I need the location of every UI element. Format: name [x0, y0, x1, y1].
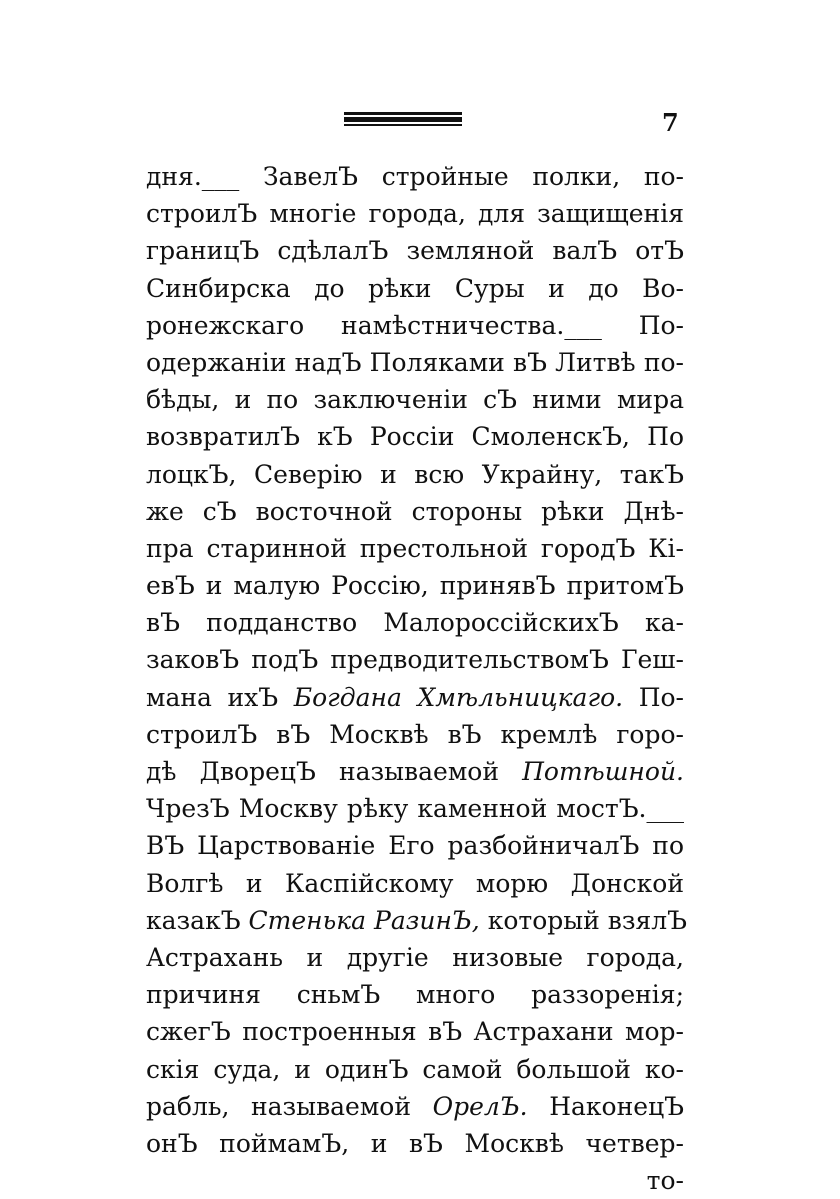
text-line [146, 790, 684, 827]
text-segment: который взялЪ [479, 905, 687, 935]
text-line [146, 604, 684, 641]
text-line [146, 976, 684, 1013]
text-line [146, 344, 684, 381]
text-line [146, 307, 684, 344]
text-line [146, 902, 687, 939]
page-number: 7 [662, 108, 679, 137]
text-line [146, 1013, 684, 1050]
text-segment: Астрахань и другіе низовые города, [146, 942, 684, 972]
text-line [146, 865, 684, 902]
text-segment: По- [623, 682, 685, 712]
text-line [146, 939, 684, 976]
text-segment: одержаніи надЪ Поляками вЪ Литвѣ по- [146, 347, 684, 377]
ornament-line-middle [344, 117, 462, 122]
body-text [146, 158, 687, 1199]
text-segment: границЪ сдѣлалЪ земляной валЪ отЪ [146, 236, 684, 266]
text-line [146, 270, 684, 307]
text-segment: Волгѣ и Каспійскому морю Донской [146, 868, 684, 898]
text-segment: же сЪ восточной стороны рѣки Днѣ- [146, 496, 684, 526]
text-line [146, 1125, 684, 1162]
text-segment: сжегЪ построенныя вЪ Астрахани мор- [146, 1017, 684, 1047]
text-segment: пра старинной престольной городЪ Кі- [146, 533, 684, 563]
text-segment: скія суда, и одинЪ самой большой ко- [146, 1054, 684, 1084]
text-segment: НаконецЪ [527, 1091, 685, 1121]
text-segment: мана ихЪ [146, 682, 294, 712]
text-line [146, 716, 684, 753]
text-segment: ЧрезЪ Москву рѣку каменной мостЪ.___ [146, 794, 684, 824]
text-line [146, 381, 684, 418]
text-line [146, 195, 684, 232]
text-line [146, 1162, 684, 1199]
text-segment: то- [646, 1166, 684, 1196]
text-line [146, 679, 684, 716]
text-line [146, 493, 684, 530]
text-segment: лоцкЪ, Северію и всю Украйну, такЪ [146, 459, 684, 489]
ornament-line-top [344, 112, 462, 115]
text-line [146, 232, 684, 269]
text-line [146, 641, 684, 678]
text-segment: причиня сньмЪ много раззоренія; [146, 980, 684, 1010]
text-segment: возвратилЪ кЪ Россіи СмоленскЪ, По [146, 422, 684, 452]
text-segment: ВЪ Царствованіе Его разбойничалЪ по [146, 831, 684, 861]
text-segment: заковЪ подЪ предводительствомЪ Геш- [146, 645, 684, 675]
text-line [146, 1051, 684, 1088]
text-line [146, 827, 684, 864]
text-segment: дѣ ДворецЪ называемой [146, 757, 523, 786]
text-segment: строилЪ многіе города, для защищенія [146, 199, 684, 229]
text-segment: бѣды, и по заключеніи сЪ ними мира [146, 385, 684, 415]
text-segment: Синбирска до рѣки Суры и до Во- [146, 273, 684, 303]
text-line [146, 418, 684, 455]
text-line [146, 158, 684, 195]
header-ornament-rule [344, 112, 462, 126]
text-segment: рабль, называемой [146, 1091, 433, 1121]
italic-text-segment: Богдана Хмѣльницкаго. [293, 682, 624, 712]
text-line [146, 567, 684, 604]
text-line [146, 753, 684, 790]
text-segment: онЪ поймамЪ, и вЪ Москвѣ четвер- [146, 1128, 684, 1158]
text-segment: казакЪ [146, 905, 249, 935]
italic-text-segment: ОрелЪ. [432, 1091, 528, 1121]
text-segment: дня.___ ЗавелЪ стройные полки, по- [146, 162, 684, 191]
text-line [146, 1088, 684, 1125]
text-segment: строилЪ вЪ Москвѣ вЪ кремлѣ горо- [146, 719, 684, 749]
text-segment: евЪ и малую Россію, принявЪ притомЪ [146, 571, 684, 601]
text-line [146, 530, 684, 567]
ornament-line-bottom [344, 124, 462, 126]
italic-text-segment: Стенька РазинЪ, [248, 905, 480, 935]
text-segment: вЪ подданство МалороссійскихЪ ка- [146, 608, 684, 638]
italic-text-segment: Потѣшной. [522, 757, 684, 786]
text-segment: ронежскаго намѣстничества.___ По- [146, 310, 684, 340]
text-line [146, 456, 684, 493]
